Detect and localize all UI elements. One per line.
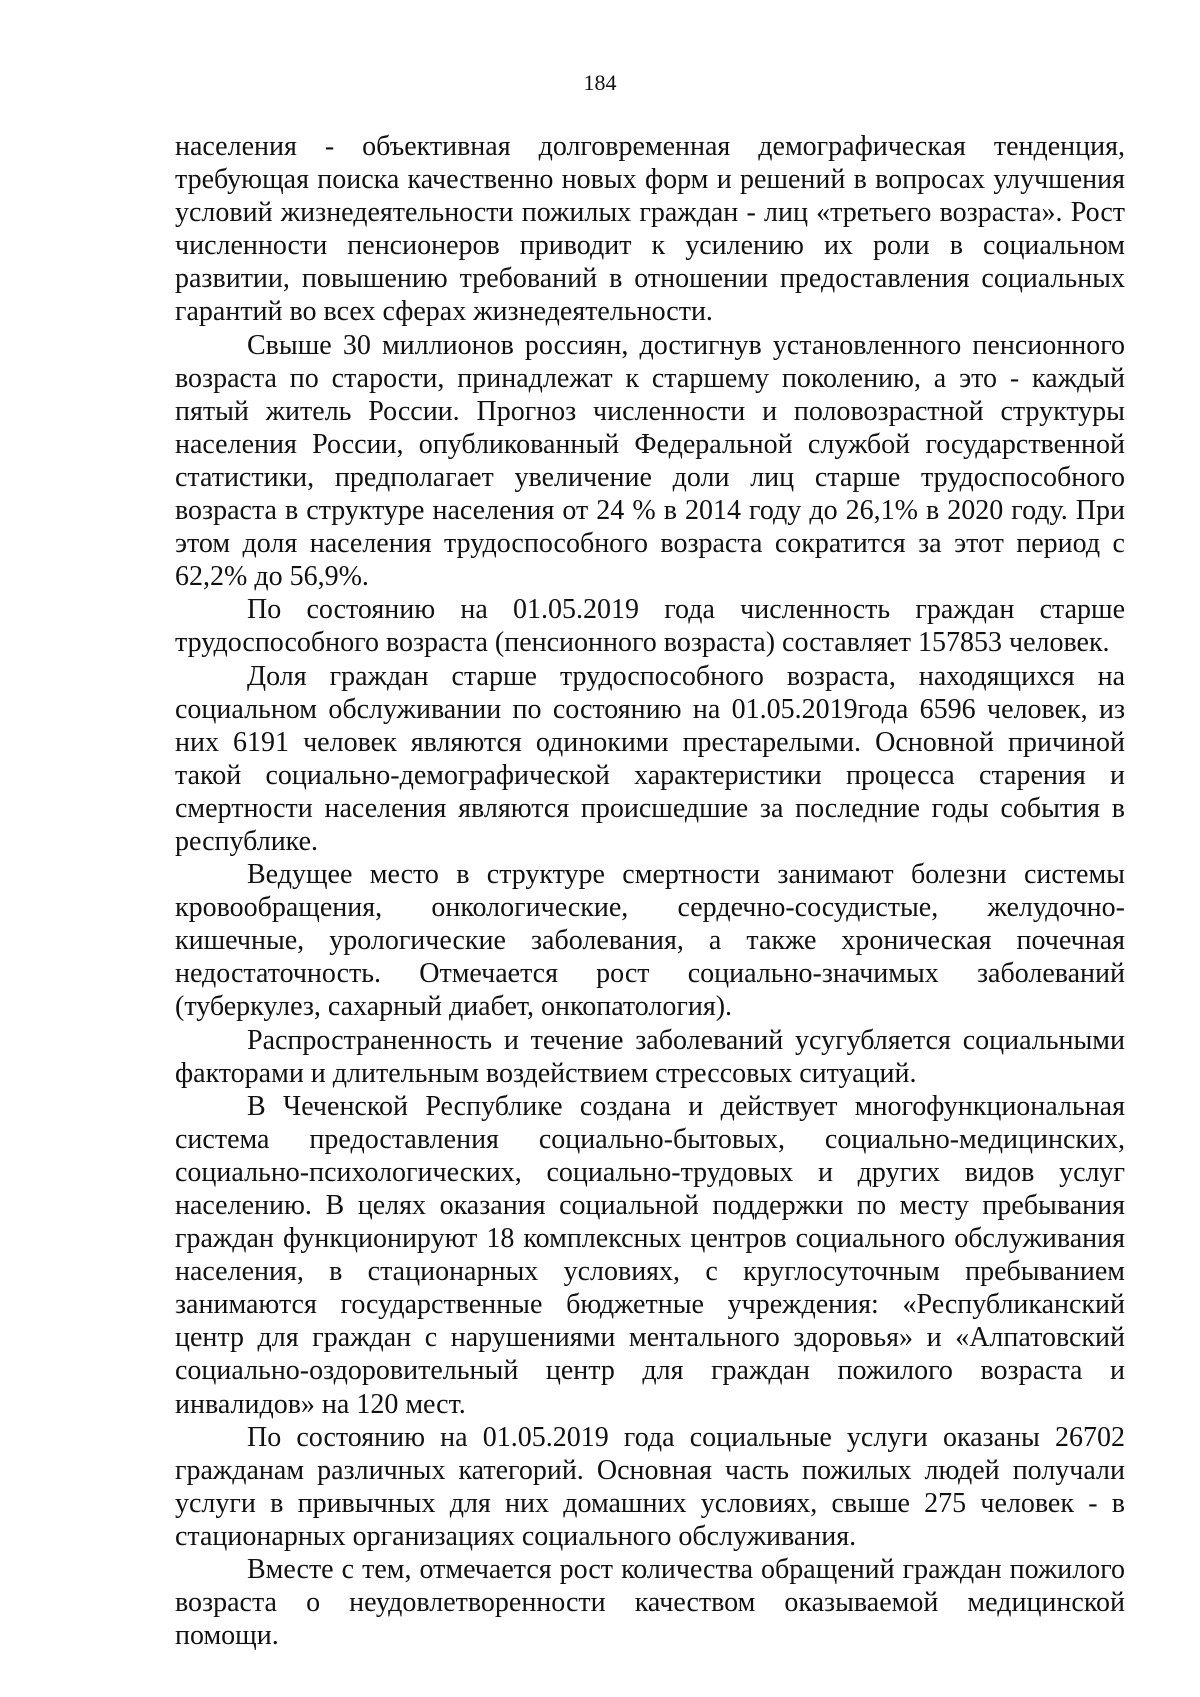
paragraph: Вместе с тем, отмечается рост количества обращений граждан пожилого возраста о неудовлетворенности качеством оказываемой медицинской помощи. [175, 1554, 1125, 1652]
paragraph: населения - объективная долговременная демографическая тенденция, требующая поиска качественно новых форм и решений в вопросах улучшения условий жизнедеятельности пожилых граждан - лиц «третьего возраста». Рост численности пенсионеров приводит к усилению их роли в социальном развитии, повышению требований в отношении предоставления социальных гарантий во всех сферах жизнедеятельности. [175, 131, 1125, 328]
document-body [175, 130, 1125, 1652]
paragraph: В Чеченской Республике создана и действует многофункциональная система предоставления социально-бытовых, социально-медицинских, социально-психологических, социально-трудовых и других видов услуг населению. В целях оказания социальной поддержки по месту пребывания граждан функционируют 18 комплексных центров социального обслуживания населения, в стационарных условиях, с круглосуточным пребыванием занимаются государственные бюджетные учреждения: «Республиканский центр для граждан с нарушениями ментального здоровья» и «Алпатовский социально-оздоровительный центр для граждан пожилого возраста и инвалидов» на 120 мест. [175, 1090, 1125, 1420]
paragraph: По состоянию на 01.05.2019 года численность граждан старше трудоспособного возраста (пенсионного возраста) составляет 157853 человек. [175, 594, 1125, 659]
page-number: 184 [583, 70, 617, 95]
paragraph: По состоянию на 01.05.2019 года социальные услуги оказаны 26702 гражданам различных категорий. Основная часть пожилых людей получали услуги в привычных для них домашних условиях, свыше 275 человек - в стационарных организациях социального обслуживания. [175, 1421, 1125, 1552]
paragraph: Свыше 30 миллионов россиян, достигнув установленного пенсионного возраста по старости, принадлежат к старшему поколению, а это - каждый пятый житель России. Прогноз численности и половозрастной структуры населения России, опубликованный Федеральной службой государственной статистики, предполагает увеличение доли лиц старше трудоспособного возраста в структуре населения от 24 % в 2014 году до 26,1% в 2020 году. При этом доля населения трудоспособного возраста сократится за этот период с 62,2% до 56,9%. [175, 329, 1125, 593]
paragraph: Ведущее место в структуре смертности занимают болезни системы кровообращения, онкологические, сердечно-сосудистые, желудочно-кишечные, урологические заболевания, а также хроническая почечная недостаточность. Отмечается рост социально-значимых заболеваний (туберкулез, сахарный диабет, онкопатология). [175, 859, 1125, 1023]
paragraph: Распространенность и течение заболеваний усугубляется социальными факторами и длительным воздействием стрессовых ситуаций. [175, 1024, 1125, 1089]
paragraph: Доля граждан старше трудоспособного возраста, находящихся на социальном обслуживании по состоянию на 01.05.2019года 6596 человек, из них 6191 человек являются одинокими престарелыми. Основной причиной такой социально-демографической характеристики процесса старения и смертности населения являются происшедшие за последние годы события в республике. [175, 660, 1125, 857]
